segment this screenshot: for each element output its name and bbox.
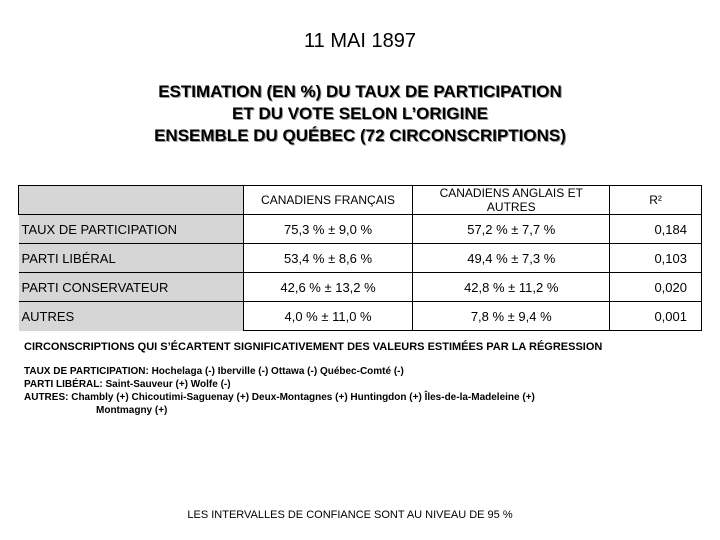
row-label: PARTI LIBÉRAL xyxy=(19,244,244,273)
table-row xyxy=(19,273,702,302)
cell-r2: 0,184 xyxy=(610,215,702,244)
significant-deviations-title: CIRCONSCRIPTIONS QUI S’ÉCARTENT SIGNIFICATIVEMENT DES VALEURS ESTIMÉES PAR LA RÉGRESSION xyxy=(24,341,603,353)
table-row xyxy=(19,215,702,244)
deviation-liberal: PARTI LIBÉRAL: Saint-Sauveur (+) Wolfe (-) xyxy=(24,379,231,390)
cell-canadiens-anglais: 42,8 % ± 11,2 % xyxy=(413,273,610,302)
deviation-autres: AUTRES: Chambly (+) Chicoutimi-Saguenay (+) Deux-Montagnes (+) Huntingdon (+) Îles-de-la-Madeleine (+) xyxy=(24,392,535,403)
header-r2: R² xyxy=(610,186,702,215)
cell-r2: 0,001 xyxy=(610,302,702,331)
table-header-row xyxy=(19,186,702,215)
cell-canadiens-anglais: 49,4 % ± 7,3 % xyxy=(413,244,610,273)
cell-canadiens-francais: 42,6 % ± 13,2 % xyxy=(243,273,413,302)
row-label: PARTI CONSERVATEUR xyxy=(19,273,244,302)
cell-r2: 0,020 xyxy=(610,273,702,302)
confidence-footnote: LES INTERVALLES DE CONFIANCE SONT AU NIVEAU DE 95 % xyxy=(187,509,513,521)
cell-canadiens-anglais: 57,2 % ± 7,7 % xyxy=(413,215,610,244)
row-label: TAUX DE PARTICIPATION xyxy=(19,215,244,244)
table-row xyxy=(19,244,702,273)
deviation-autres-continued: Montmagny (+) xyxy=(96,405,168,416)
heading-line-3: ENSEMBLE DU QUÉBEC (72 CIRCONSCRIPTIONS) xyxy=(154,126,566,145)
header-canadiens-francais: CANADIENS FRANÇAIS xyxy=(243,186,413,215)
results-table xyxy=(18,185,702,331)
heading-line-1: ESTIMATION (EN %) DU TAUX DE PARTICIPATION xyxy=(158,82,562,101)
page-heading xyxy=(0,81,720,147)
cell-canadiens-anglais: 7,8 % ± 9,4 % xyxy=(413,302,610,331)
cell-canadiens-francais: 75,3 % ± 9,0 % xyxy=(243,215,413,244)
date-title: 11 MAI 1897 xyxy=(304,30,416,52)
table-row xyxy=(19,302,702,331)
deviation-participation: TAUX DE PARTICIPATION: Hochelaga (-) Iberville (-) Ottawa (-) Québec-Comté (-) xyxy=(24,366,404,377)
significant-deviations-list xyxy=(24,365,535,417)
heading-line-2: ET DU VOTE SELON L’ORIGINE xyxy=(232,104,488,123)
cell-canadiens-francais: 53,4 % ± 8,6 % xyxy=(243,244,413,273)
row-label: AUTRES xyxy=(19,302,244,331)
cell-r2: 0,103 xyxy=(610,244,702,273)
table-corner-cell xyxy=(19,186,244,215)
cell-canadiens-francais: 4,0 % ± 11,0 % xyxy=(243,302,413,331)
header-canadiens-anglais: CANADIENS ANGLAIS ET AUTRES xyxy=(413,186,610,215)
